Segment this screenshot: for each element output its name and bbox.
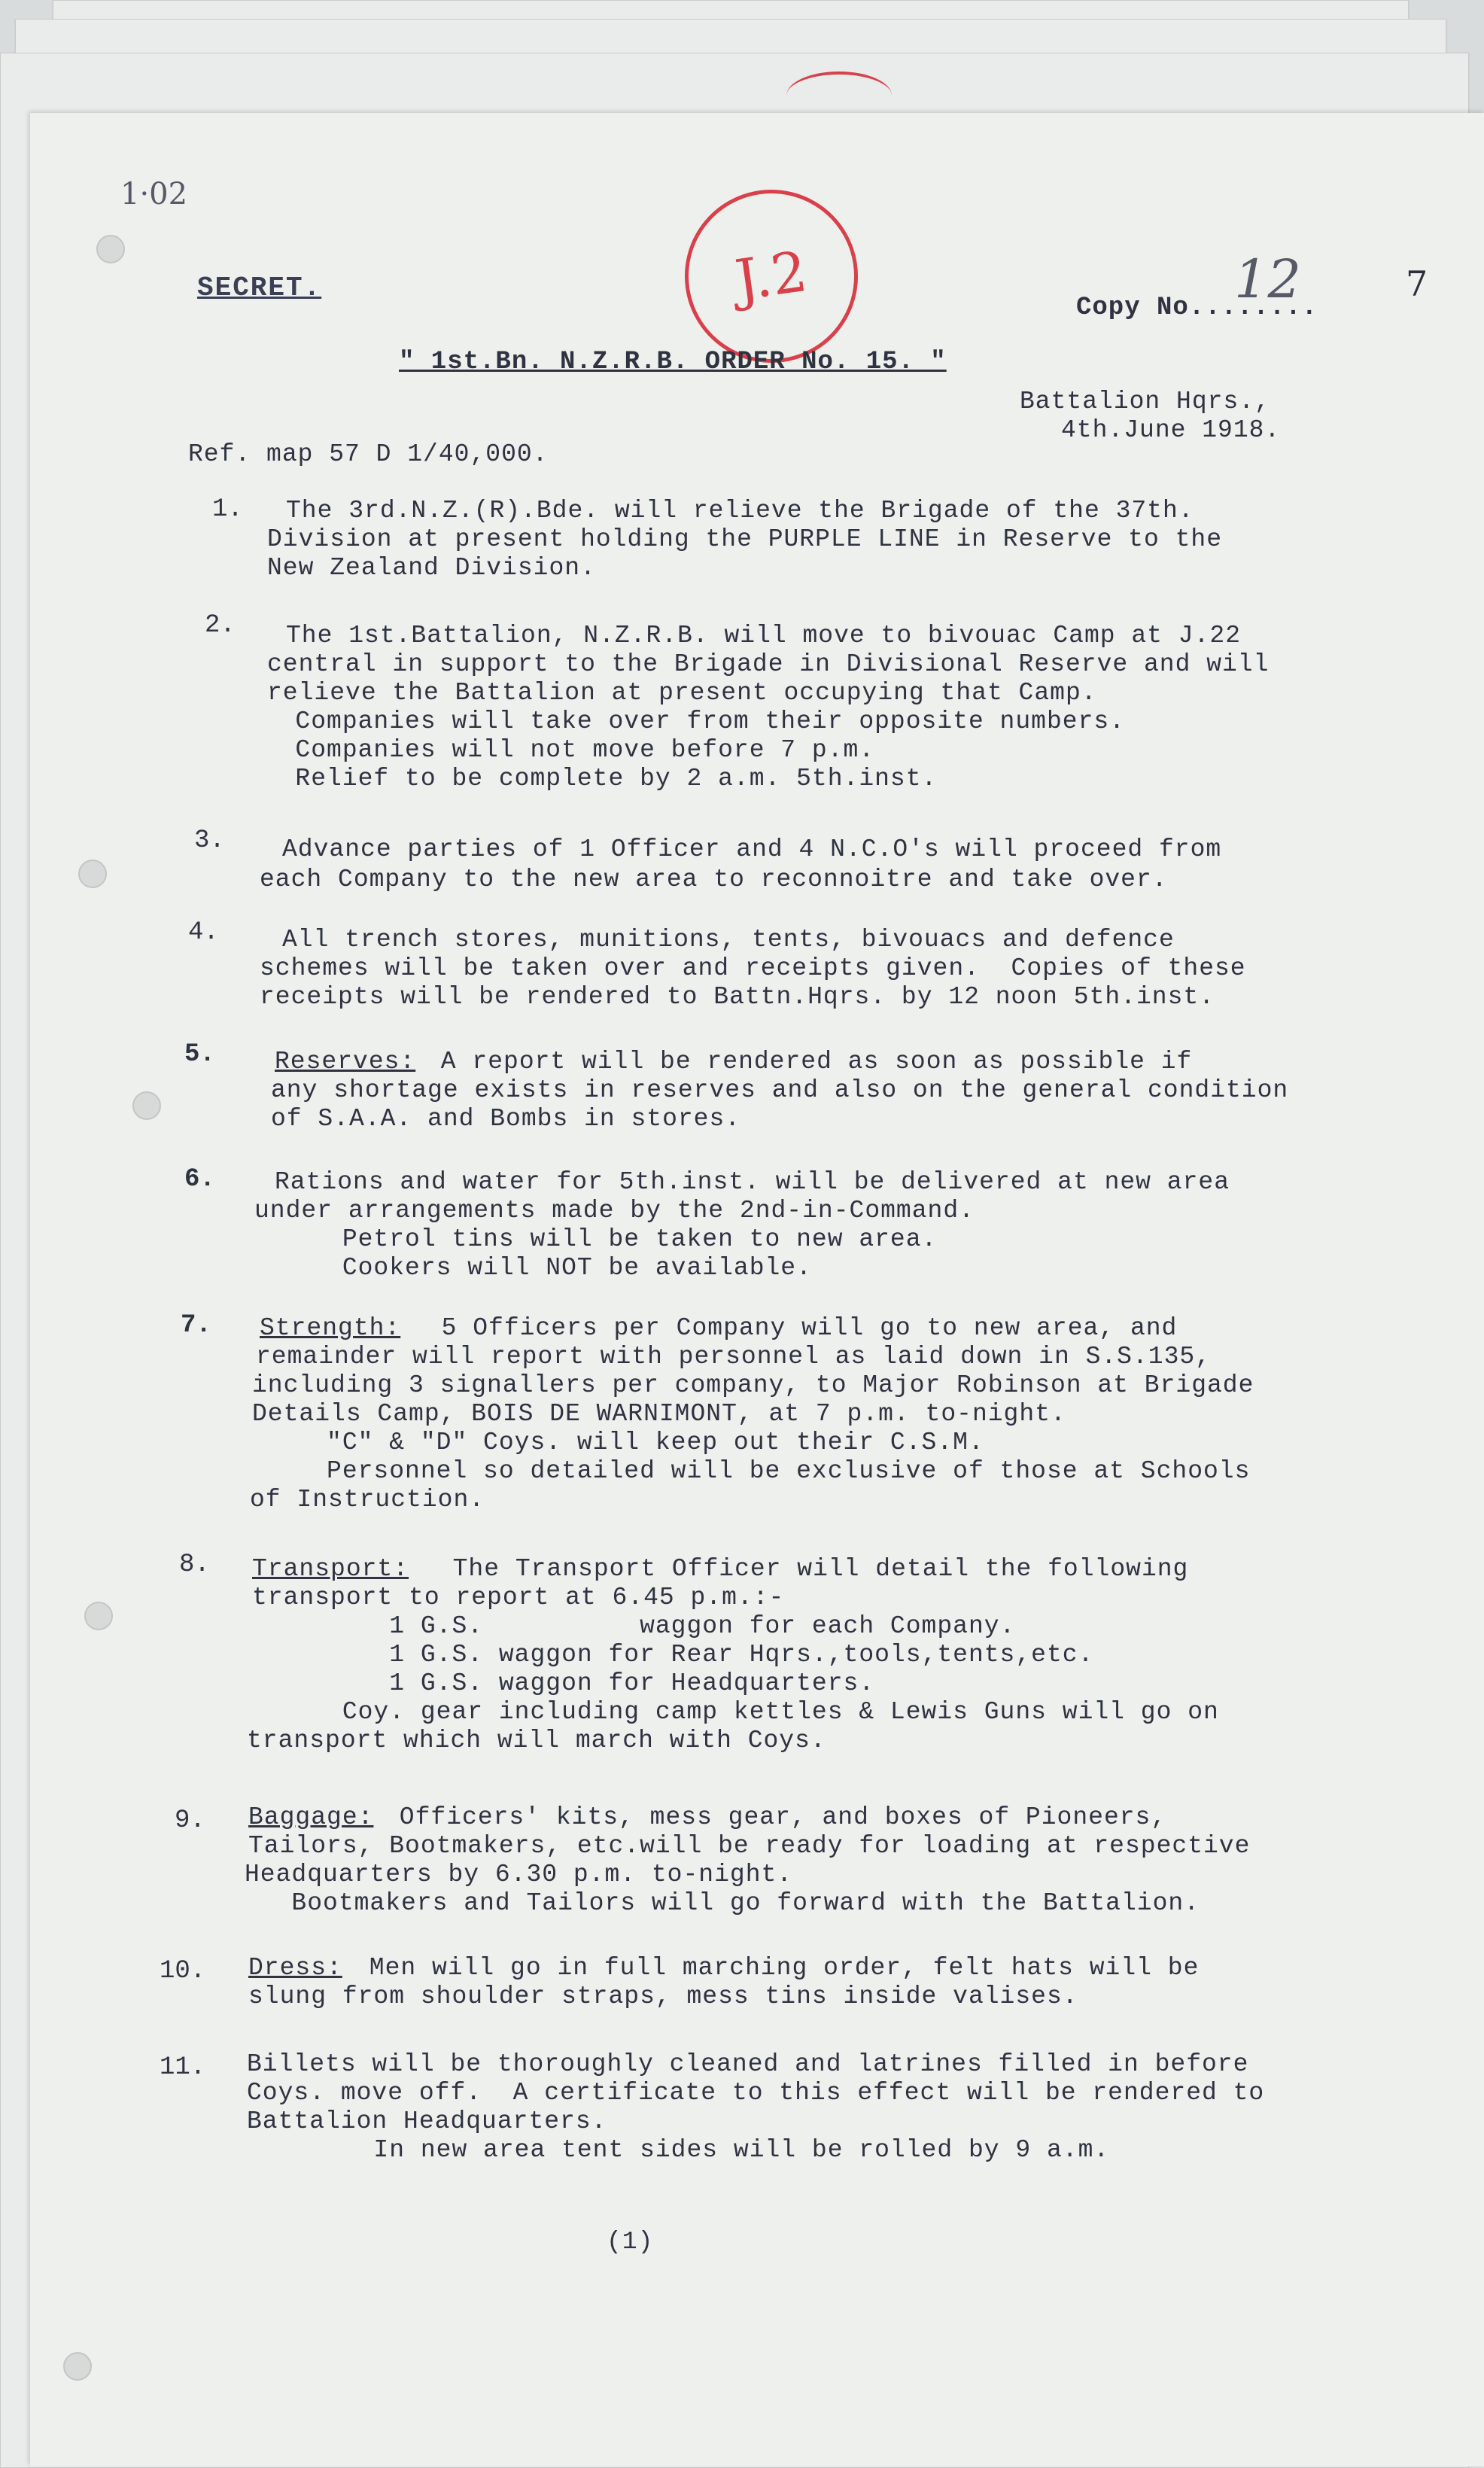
- paragraph-line: Billets will be thoroughly cleaned and latrines filled in before: [247, 2050, 1249, 2078]
- paragraph-line: Men will go in full marching order, felt hats will be: [354, 1954, 1200, 1982]
- punch-hole: [96, 235, 125, 263]
- paragraph-line: Cookers will NOT be available.: [248, 1254, 812, 1282]
- paragraph-heading: Dress:: [248, 1954, 342, 1982]
- paragraph-line: slung from shoulder straps, mess tins inside valises.: [248, 1983, 1078, 2010]
- punch-hole: [63, 2352, 92, 2381]
- paragraph-line: Companies will take over from their opposite numbers.: [248, 708, 1125, 735]
- paragraph-number: 5.: [184, 1040, 215, 1069]
- paragraph-line: any shortage exists in reserves and also on the general condition: [271, 1076, 1289, 1104]
- paragraph-line: The 3rd.N.Z.(R).Bde. will relieve the Brigade of the 37th.: [286, 497, 1194, 525]
- paragraph-line: Coys. move off. A certificate to this effect will be rendered to: [247, 2079, 1265, 2107]
- paragraph-line: All trench stores, munitions, tents, bivouacs and defence: [282, 926, 1175, 954]
- paragraph-heading: Strength:: [260, 1314, 401, 1342]
- paragraph-line: 5 Officers per Company will go to new area, and: [410, 1314, 1178, 1342]
- paragraph-number: 3.: [194, 826, 225, 855]
- paragraph-number: 9.: [175, 1806, 205, 1835]
- paragraph-line: Advance parties of 1 Officer and 4 N.C.O's will proceed from: [282, 835, 1222, 863]
- paragraph-line: Tailors, Bootmakers, etc.will be ready for loading at respective: [248, 1832, 1251, 1860]
- hq-line-2: 4th.June 1918.: [1061, 416, 1281, 444]
- paragraph-line: Division at present holding the PURPLE LINE in Reserve to the: [267, 525, 1222, 553]
- paragraph-line: New Zealand Division.: [267, 554, 596, 582]
- paragraph-number: 1.: [212, 495, 243, 524]
- punch-hole: [78, 860, 107, 888]
- j2-stamp: J.2: [674, 178, 869, 374]
- paragraph-line: transport which will march with Coys.: [247, 1727, 826, 1754]
- paragraph-line: Coy. gear including camp kettles & Lewis Guns will go on: [248, 1698, 1219, 1726]
- paragraph-line: 1 G.S. waggon for each Company.: [248, 1612, 1016, 1640]
- paragraph-line: remainder will report with personnel as laid down in S.S.135,: [256, 1343, 1211, 1371]
- paragraph-line: Officers' kits, mess gear, and boxes of Pioneers,: [384, 1803, 1167, 1831]
- paragraph-number: 11.: [160, 2053, 206, 2082]
- paragraph-line: transport to report at 6.45 p.m.:-: [252, 1584, 785, 1611]
- paragraph-line: Battalion Headquarters.: [247, 2107, 607, 2135]
- paragraph-number: 7.: [181, 1311, 211, 1340]
- secret-label: SECRET.: [197, 272, 322, 303]
- paragraph-heading: Baggage:: [248, 1803, 374, 1831]
- paragraph-line: under arrangements made by the 2nd-in-Command.: [254, 1197, 975, 1225]
- paragraph-number: 8.: [179, 1550, 210, 1579]
- paragraph-line: Rations and water for 5th.inst. will be delivered at new area: [275, 1168, 1230, 1196]
- pencil-number: 1·02: [120, 177, 188, 211]
- copy-number: 12: [1234, 248, 1302, 310]
- paragraph-line: The Transport Officer will detail the following: [421, 1555, 1189, 1583]
- paragraph-line: Details Camp, BOIS DE WARNIMONT, at 7 p.m. to-night.: [252, 1400, 1066, 1428]
- paragraph-line: A report will be rendered as soon as possible if: [425, 1048, 1193, 1076]
- paragraph-line: In new area tent sides will be rolled by 9 a.m.: [248, 2136, 1110, 2164]
- copy-label: Copy No........: [1076, 294, 1318, 322]
- hq-line-1: Battalion Hqrs.,: [1020, 388, 1270, 415]
- paragraph-line: Bootmakers and Tailors will go forward with the Battalion.: [245, 1889, 1200, 1917]
- paragraph-number: 4.: [188, 918, 219, 947]
- map-reference: Ref. map 57 D 1/40,000.: [188, 440, 549, 468]
- punch-hole: [132, 1091, 161, 1120]
- paragraph-heading: Reserves:: [275, 1048, 416, 1076]
- paragraph-line: 1 G.S. waggon for Rear Hqrs.,tools,tents,etc.: [248, 1641, 1094, 1669]
- paragraph-number: 2.: [205, 611, 236, 640]
- page-number: (1): [607, 2228, 654, 2256]
- paragraph-line: The 1st.Battalion, N.Z.R.B. will move to bivouac Camp at J.22: [286, 622, 1241, 650]
- page-mark: 7: [1406, 263, 1428, 304]
- punch-hole: [84, 1602, 113, 1630]
- paragraph-line: schemes will be taken over and receipts given. Copies of these: [260, 954, 1246, 982]
- paragraph-line: relieve the Battalion at present occupying that Camp.: [267, 679, 1097, 707]
- paragraph-line: including 3 signallers per company, to Major Robinson at Brigade: [252, 1371, 1254, 1399]
- paragraph-line: each Company to the new area to reconnoitre and take over.: [260, 866, 1168, 893]
- paragraph-line: of S.A.A. and Bombs in stores.: [271, 1105, 741, 1133]
- paragraph-line: Headquarters by 6.30 p.m. to-night.: [245, 1861, 793, 1888]
- paragraph-line: central in support to the Brigade in Divisional Reserve and will: [267, 650, 1270, 678]
- paragraph-line: receipts will be rendered to Battn.Hqrs. by 12 noon 5th.inst.: [260, 983, 1215, 1011]
- paragraph-line: of Instruction.: [250, 1486, 485, 1514]
- paragraph-line: Personnel so detailed will be exclusive of those at Schools: [248, 1457, 1251, 1485]
- paragraph-line: Relief to be complete by 2 a.m. 5th.inst.: [248, 765, 938, 793]
- paragraph-heading: Transport:: [252, 1555, 409, 1583]
- paragraph-number: 10.: [160, 1957, 206, 1986]
- paragraph-line: Companies will not move before 7 p.m.: [248, 736, 875, 764]
- paragraph-line: "C" & "D" Coys. will keep out their C.S.M.: [248, 1429, 984, 1456]
- paragraph-line: Petrol tins will be taken to new area.: [248, 1225, 938, 1253]
- paragraph-number: 6.: [184, 1165, 215, 1194]
- paragraph-line: 1 G.S. waggon for Headquarters.: [248, 1669, 875, 1697]
- order-title: " 1st.Bn. N.Z.R.B. ORDER No. 15. ": [399, 348, 947, 376]
